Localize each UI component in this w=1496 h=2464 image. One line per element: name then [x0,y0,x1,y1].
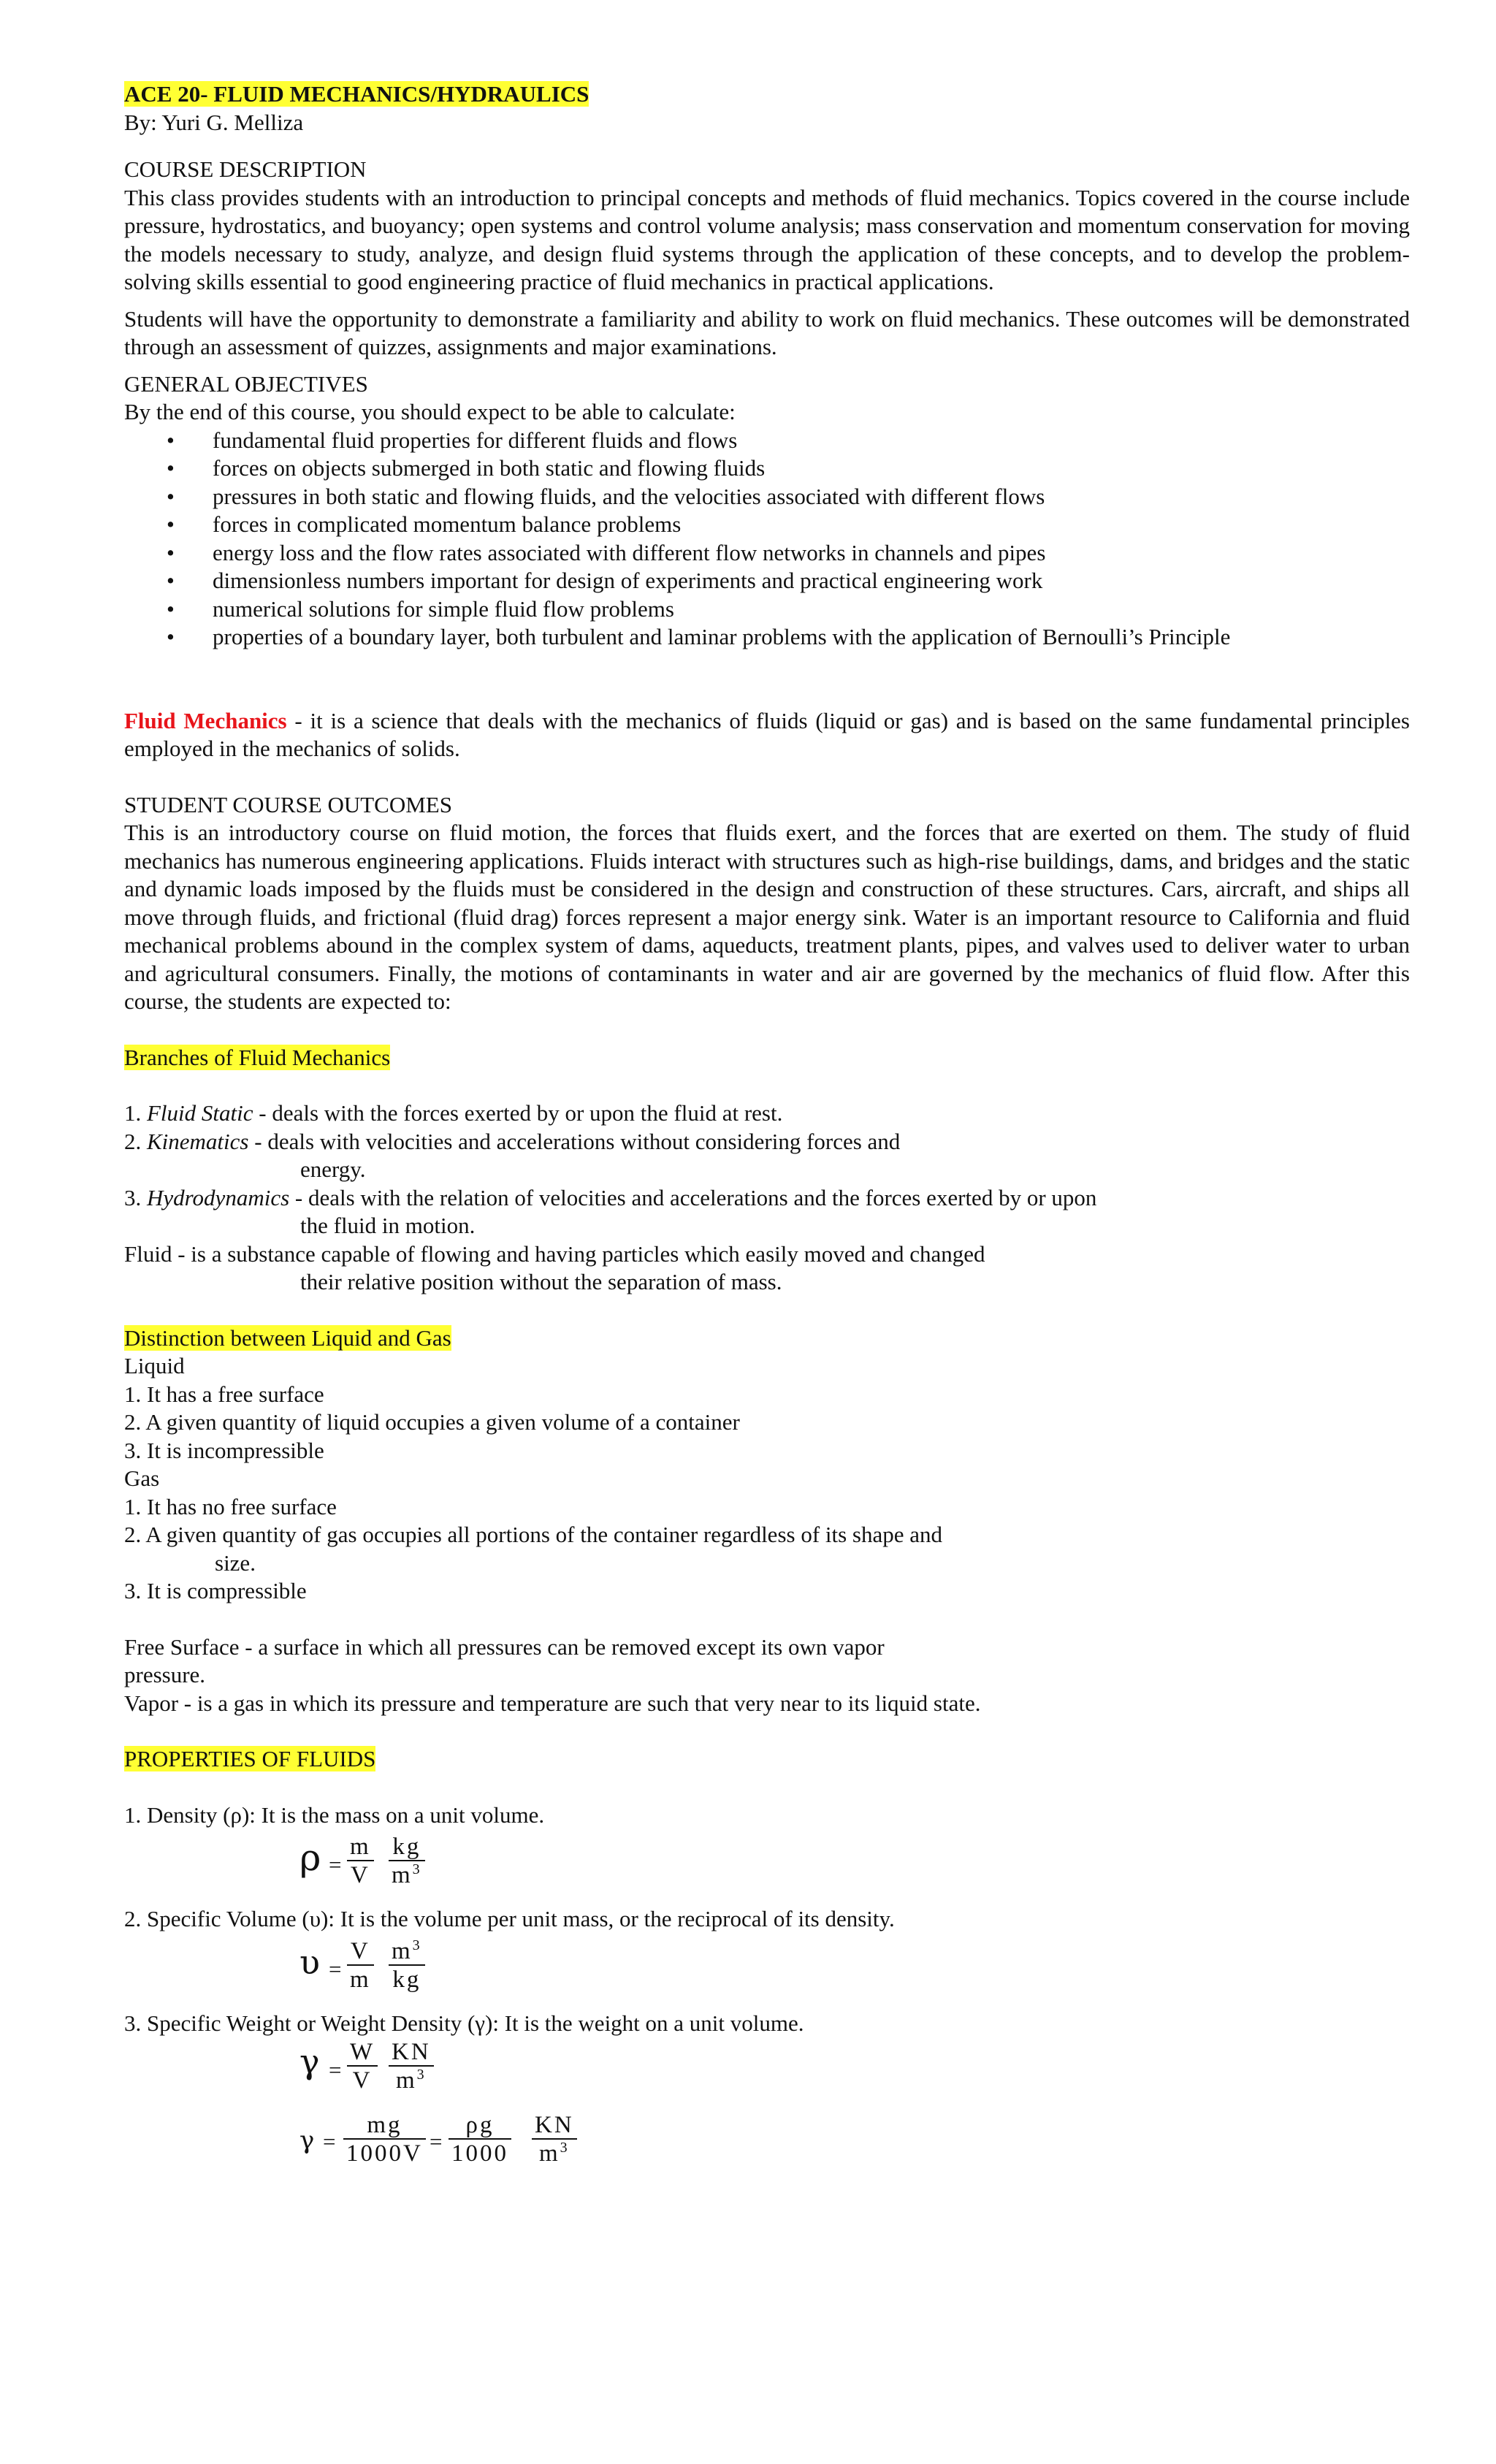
properties-heading: PROPERTIES OF FLUIDS [124,1746,376,1771]
branch-item: 2. Kinematics - deals with velocities and accelerations without considering forces and [124,1128,901,1154]
specific-volume-formula [124,1934,1410,2010]
specific-weight-formula [124,2037,1410,2110]
specific-volume-unit: $\frac{m^3}{kg}$ [389,1938,425,1994]
objective-item: • pressures in both static and flowing fluids, and the velocities associated with different flows [124,483,1410,511]
branch-term: Hydrodynamics [147,1184,290,1210]
mg-fraction: $\frac{mg}{1000V}$ [343,2112,426,2167]
gamma-symbol: γ [299,2042,320,2081]
specific-weight-derived-formula [124,2110,1410,2191]
distinction-heading: Distinction between Liquid and Gas [124,1324,451,1351]
upsilon-symbol: υ [299,1942,320,1982]
objective-item: • dimensionless numbers important for design of experiments and practical engineering work [124,567,1410,595]
free-surface-definition: Free Surface - a surface in which all pressures can be removed except its own vapor [124,1633,885,1660]
branch-item-continuation: energy. [300,1156,366,1182]
free-surface-continuation: pressure. [124,1662,206,1687]
liquid-item: 1. It has a free surface [124,1381,324,1407]
gas-label: Gas [124,1465,160,1491]
student-outcomes-heading: STUDENT COURSE OUTCOMES [124,791,452,817]
equals-sign: = [329,1852,342,1877]
fluid-definition-continuation: their relative position without the separation of mass. [300,1269,782,1294]
fluid-mechanics-term: Fluid Mechanics [124,707,287,733]
document-page [124,80,1410,2191]
branch-term: Fluid Static [147,1100,253,1126]
course-description-heading: COURSE DESCRIPTION [124,156,367,182]
objectives-list [124,427,1410,652]
fluid-definition: Fluid - is a substance capable of flowing and having particles which easily moved and changed [124,1240,985,1267]
specific-weight-fraction: $\frac{W}{V}$ [347,2039,378,2094]
density-definition: 1. Density (ρ): It is the mass on a unit volume. [124,1801,545,1828]
objective-item: • forces on objects submerged in both static and flowing fluids [124,454,1410,483]
gas-item: 2. A given quantity of gas occupies all portions of the container regardless of its shape and [124,1522,943,1547]
derived-unit: $\frac{KN}{m^3}$ [532,2112,577,2167]
objective-item: • fundamental fluid properties for different fluids and flows [124,427,1410,455]
author-line: By: Yuri G. Melliza [124,109,304,135]
specific-weight-definition: 3. Specific Weight or Weight Density (γ): It is the weight on a unit volume. [124,2010,804,2036]
objective-item: • properties of a boundary layer, both turbulent and laminar problems with the application of Bernoulli’s Principle [124,623,1410,652]
gas-item: 1. It has no free surface [124,1493,337,1519]
equals-sign: = [329,2057,342,2083]
liquid-item: 2. A given quantity of liquid occupies a given volume of a container [124,1409,740,1435]
gamma-symbol: γ [299,2126,315,2155]
rho-symbol: ρ [299,1836,321,1879]
equals-sign: = [430,2129,443,2154]
vapor-definition: Vapor - is a gas in which its pressure and temperature are such that very near to its liquid state. [124,1690,981,1716]
liquid-item: 3. It is incompressible [124,1437,324,1463]
gas-item: 3. It is compressible [124,1578,307,1603]
course-description-paragraph-2: Students will have the opportunity to demonstrate a familiarity and ability to work on fluid mechanics. These outcomes will be demonstrated through an assessment of quizzes, assignments and major examinations. [124,305,1410,359]
general-objectives-intro: By the end of this course, you should expect to be able to calculate: [124,399,736,424]
gas-item-continuation: size. [215,1549,256,1576]
equals-sign: = [323,2129,336,2154]
branch-item: 3. Hydrodynamics - deals with the relation of velocities and accelerations and the forces exerted by or upon [124,1184,1097,1210]
specific-weight-unit: $\frac{KN}{m^3}$ [389,2039,434,2094]
specific-volume-fraction: $\frac{V}{m}$ [347,1938,374,1994]
density-unit: $\frac{kg}{m^3}$ [389,1834,425,1889]
branch-item-continuation: the fluid in motion. [300,1213,476,1238]
objective-item: • energy loss and the flow rates associated with different flow networks in channels and pipes [124,539,1410,568]
density-fraction: $\frac{m}{V}$ [347,1834,374,1889]
course-title: ACE 20- FLUID MECHANICS/HYDRAULICS [124,81,589,107]
course-description-paragraph-1: This class provides students with an introduction to principal concepts and methods of fluid mechanics. Topics covered in the course include pressure, hydrostatics, and buoyancy; open systems and control volume analysis; mass conservation and momentum conservation for moving the models necessary to study, analyze, and design fluid systems through the application of these concepts, and to develop the problem-solving skills essential to good engineering practice of fluid mechanics in practical applications. [124,184,1410,294]
branches-heading: Branches of Fluid Mechanics [124,1044,391,1070]
density-formula [124,1829,1410,1905]
fluid-mechanics-definition [124,707,1410,763]
objective-item: • numerical solutions for simple fluid flow problems [124,595,1410,624]
objective-item: • forces in complicated momentum balance problems [124,511,1410,539]
general-objectives-heading: GENERAL OBJECTIVES [124,370,368,397]
student-outcomes-paragraph: This is an introductory course on fluid motion, the forces that fluids exert, and the forces that are exerted on them. The study of fluid mechanics has numerous engineering applications. Fluids interact with structures such as high-rise buildings, dams, and bridges and the static and dynamic loads imposed by the fluids must be considered in the design and construction of these structures. Cars, aircraft, and ships all move through fluids, and frictional (fluid drag) forces represent a major energy sink. Water is an important resource to California and fluid mechanical problems abound in the complex system of dams, aqueducts, treatment plants, pipes, and valves used to deliver water to urban and agricultural consumers. Finally, the motions of contaminants in water and air are governed by the mechanics of fluid flow. After this course, the students are expected to: [124,820,1410,1014]
branch-item: 1. Fluid Static - deals with the forces exerted by or upon the fluid at rest. [124,1100,783,1126]
specific-volume-definition: 2. Specific Volume (υ): It is the volume per unit mass, or the reciprocal of its density. [124,1906,895,1931]
branch-term: Kinematics [147,1128,249,1154]
rho-g-fraction: $\frac{\rho g}{1000}$ [449,2112,511,2167]
liquid-label: Liquid [124,1353,185,1378]
equals-sign: = [329,1956,342,1982]
fluid-mechanics-text: - it is a science that deals with the mechanics of fluids (liquid or gas) and is based on the same fundamental principles employed in the mechanics of solids. [124,707,1411,761]
